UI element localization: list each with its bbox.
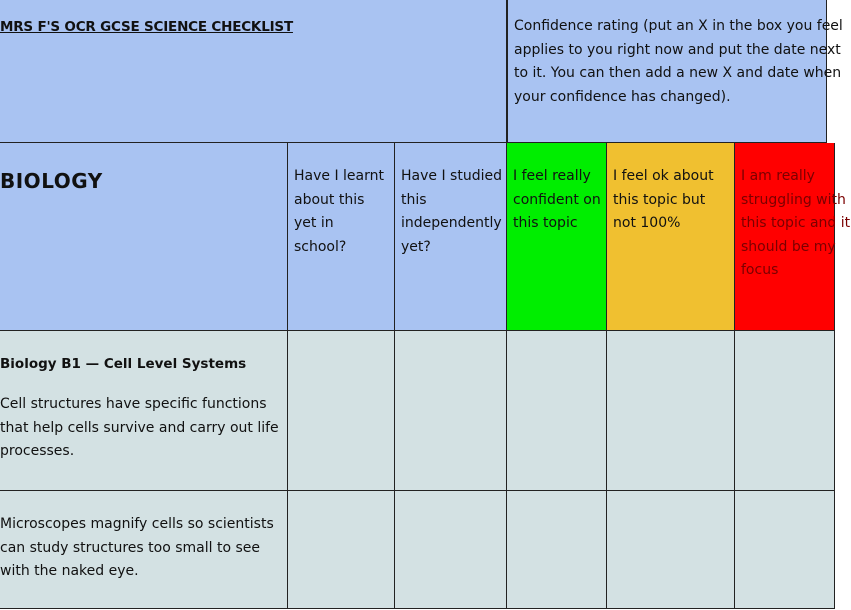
row-1-ok-box[interactable] — [607, 331, 735, 491]
checklist-title: MRS F'S OCR GCSE SCIENCE CHECKLIST — [0, 19, 293, 35]
topic-row-1-description — [0, 331, 288, 491]
learnt-header: Have I learnt about this yet in school? — [294, 168, 384, 255]
studied-header-cell — [395, 143, 507, 331]
row-1-struggling-box[interactable] — [735, 331, 835, 491]
subject-heading: BIOLOGY — [0, 169, 103, 193]
row-2-struggling-box[interactable] — [735, 491, 835, 609]
row-2-studied-box[interactable] — [395, 491, 507, 609]
row-1-confident-box[interactable] — [507, 331, 607, 491]
row-1-studied-box[interactable] — [395, 331, 507, 491]
row-2-learnt-box[interactable] — [288, 491, 395, 609]
row-1-learnt-box[interactable] — [288, 331, 395, 491]
row-2-ok-box[interactable] — [607, 491, 735, 609]
ok-header: I feel ok about this topic but not 100% — [613, 168, 714, 231]
title-cell — [0, 0, 507, 143]
row-2-confident-box[interactable] — [507, 491, 607, 609]
confident-header-cell — [507, 143, 607, 331]
topic-row-2-description — [0, 491, 288, 609]
ok-header-cell — [607, 143, 735, 331]
confident-header: I feel really confident on this topic — [513, 168, 601, 231]
struggling-header-cell — [735, 143, 851, 331]
topic-title: Biology B1 — Cell Level Systems — [0, 356, 247, 372]
confidence-instructions-cell — [507, 0, 843, 143]
studied-header: Have I studied this independently yet? — [401, 168, 502, 255]
struggling-header: I am really struggling with this topic and it should be my focus — [741, 168, 851, 278]
topic-statement: Microscopes magnify cells so scientists can study structures too small to see with the naked eye. — [0, 516, 274, 579]
subject-heading-cell — [0, 143, 288, 331]
topic-statement: Cell structures have specific functions that help cells survive and carry out life processes. — [0, 396, 279, 459]
learnt-header-cell — [288, 143, 395, 331]
confidence-instructions: Confidence rating (put an X in the box you feel applies to you right now and put the date next to it. You can then add a new X and date when your confidence has changed). — [514, 18, 843, 105]
